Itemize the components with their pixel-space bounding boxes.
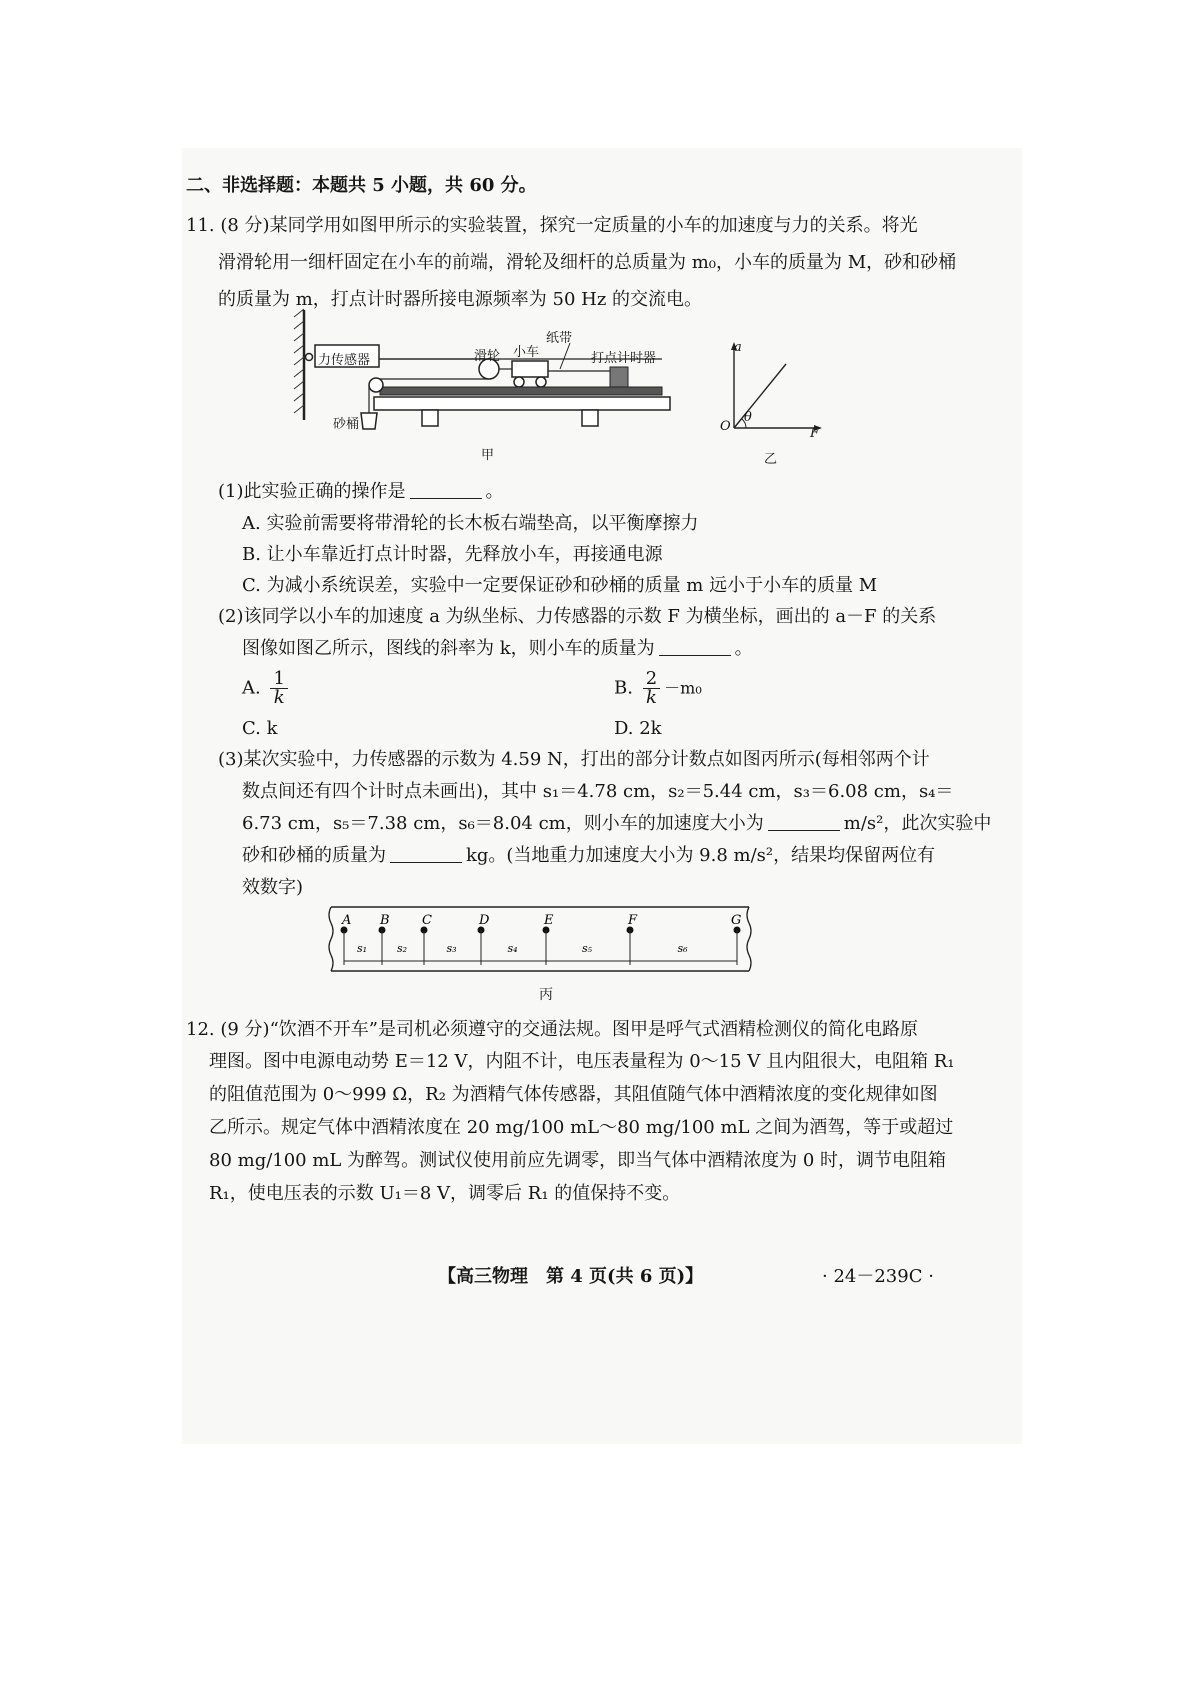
option-b-numerator: 2 <box>643 670 660 689</box>
q11-p2-option-b <box>614 670 702 707</box>
option-b-fraction <box>643 670 660 707</box>
paper-code: · 24－239C · <box>822 1266 934 1287</box>
q11-p3-line-3b: m/s²，此次实验中 <box>843 813 992 834</box>
option-a-numerator: 1 <box>270 670 287 689</box>
option-a-label: A. <box>242 677 261 699</box>
caption-jia: 甲 <box>481 448 495 463</box>
q11-p3-line-4b: kg。(当地重力加速度大小为 9.8 m/s²，结果均保留两位有 <box>466 845 936 866</box>
q11-intro-line-2: 滑滑轮用一细杆固定在小车的前端，滑轮及细杆的总质量为 m₀，小车的质量为 M，砂和砂桶 <box>218 252 957 273</box>
q11-p2-option-a <box>242 670 292 707</box>
graph-origin-label: O <box>720 419 731 434</box>
tape-segment-label-5: s₅ <box>582 942 593 955</box>
q11-p1-option-a: A. 实验前需要将带滑轮的长木板右端垫高，以平衡摩擦力 <box>242 513 699 534</box>
q11-p3-line-2: 数点间还有四个计时点未画出)，其中 s₁＝4.78 cm，s₂＝5.44 cm，s₃＝6.08 cm，s₄＝ <box>242 781 954 802</box>
q11-p2-option-c: C. k <box>242 718 278 739</box>
page-footer: 【高三物理 第 4 页(共 6 页)】 <box>438 1266 704 1287</box>
caption-yi: 乙 <box>764 452 778 467</box>
graph-angle-label: θ <box>744 410 752 425</box>
option-a-fraction <box>270 670 287 707</box>
tape-point-label-A: A <box>342 913 352 928</box>
tape-point-label-C: C <box>422 913 432 928</box>
q11-p2-stem-2-text: 图像如图乙所示，图线的斜率为 k，则小车的质量为 <box>242 638 655 659</box>
q12-line-1: 12. (9 分)“饮酒不开车”是司机必须遵守的交通法规。图甲是呼气式酒精检测仪的简化电路原 <box>186 1019 918 1040</box>
q11-p1-stem <box>218 480 504 504</box>
answer-blank-3[interactable] <box>768 812 840 831</box>
tape-point-label-G: G <box>731 913 742 928</box>
q11-p3-line-4 <box>242 844 935 868</box>
tape-point-label-F: F <box>628 913 638 928</box>
q12-line-5: 80 mg/100 mL 为醉驾。测试仪使用前应先调零，即当气体中酒精浓度为 0 时，调节电阻箱 <box>209 1150 946 1171</box>
label-sand-bucket: 砂桶 <box>333 417 360 432</box>
q12-line-6: R₁，使电压表的示数 U₁＝8 V，调零后 R₁ 的值保持不变。 <box>209 1183 681 1204</box>
q12-line-2: 理图。图中电源电动势 E＝12 V，内阻不计，电压表量程为 0～15 V 且内阻很大，电阻箱 R₁ <box>209 1051 955 1072</box>
tape-point-label-D: D <box>479 913 490 928</box>
q11-p2-stem-2 <box>242 637 753 661</box>
q11-intro-line-3: 的质量为 m，打点计时器所接电源频率为 50 Hz 的交流电。 <box>218 289 703 310</box>
answer-blank-2[interactable] <box>659 637 731 656</box>
q11-p2-option-d: D. 2k <box>614 718 662 739</box>
tape-segment-label-2: s₂ <box>397 942 408 955</box>
option-b-denominator: k <box>645 687 657 708</box>
q12-line-4: 乙所示。规定气体中酒精浓度在 20 mg/100 mL～80 mg/100 mL 之间为酒驾，等于或超过 <box>209 1117 954 1138</box>
option-b-label: B. <box>614 677 633 699</box>
option-a-denominator: k <box>273 687 285 708</box>
q11-p1-option-c: C. 为减小系统误差，实验中一定要保证砂和砂桶的质量 m 远小于小车的质量 M <box>242 575 878 596</box>
q11-p1-option-b: B. 让小车靠近打点计时器，先释放小车，再接通电源 <box>242 544 663 565</box>
answer-blank-1[interactable] <box>410 480 482 499</box>
q11-p1-stem-text: (1)此实验正确的操作是 <box>218 481 406 502</box>
q11-p3-line-3 <box>242 812 991 836</box>
q11-p2-stem-1: (2)该同学以小车的加速度 a 为纵坐标、力传感器的示数 F 为横坐标，画出的 a－F 的关系 <box>218 606 937 627</box>
label-force-sensor: 力传感器 <box>318 353 371 368</box>
q11-p3-line-3a: 6.73 cm，s₅＝7.38 cm，s₆＝8.04 cm，则小车的加速度大小为 <box>242 813 764 834</box>
tape-segment-label-3: s₃ <box>446 942 457 955</box>
label-timer: 打点计时器 <box>591 351 657 366</box>
graph-y-label: a <box>734 340 742 355</box>
q11-p3-line-1: (3)某次实验中，力传感器的示数为 4.59 N，打出的部分计数点如图丙所示(每相邻两个计 <box>218 749 930 770</box>
q11-intro-line-1: 11. (8 分)某同学用如图甲所示的实验装置，探究一定质量的小车的加速度与力的关系。将光 <box>186 215 918 236</box>
q11-p1-stem-end: 。 <box>485 481 504 502</box>
tape-segment-label-1: s₁ <box>357 942 368 955</box>
label-cart: 小车 <box>513 345 540 360</box>
tape-point-label-B: B <box>380 913 390 928</box>
section-heading: 二、非选择题：本题共 5 小题，共 60 分。 <box>186 175 537 196</box>
q11-p3-line-5: 效数字) <box>242 877 304 898</box>
q11-p2-stem-2-end: 。 <box>734 638 753 659</box>
q12-line-3: 的阻值范围为 0～999 Ω，R₂ 为酒精气体传感器，其阻值随气体中酒精浓度的变化规律如图 <box>209 1084 938 1105</box>
figure-jia-apparatus <box>290 305 690 465</box>
option-b-tail: －m₀ <box>664 678 702 698</box>
caption-bing: 丙 <box>539 987 553 1003</box>
answer-blank-4[interactable] <box>390 844 462 863</box>
label-tape: 纸带 <box>546 331 573 346</box>
label-pulley: 滑轮 <box>474 349 501 364</box>
tape-segment-label-4: s₄ <box>507 942 518 955</box>
graph-x-label: F <box>810 426 820 441</box>
q11-p3-line-4a: 砂和砂桶的质量为 <box>242 845 386 866</box>
figure-yi-graph <box>718 340 828 440</box>
tape-point-label-E: E <box>544 913 554 928</box>
tape-segment-label-6: s₆ <box>677 942 688 955</box>
figure-bing-tape <box>325 903 755 979</box>
